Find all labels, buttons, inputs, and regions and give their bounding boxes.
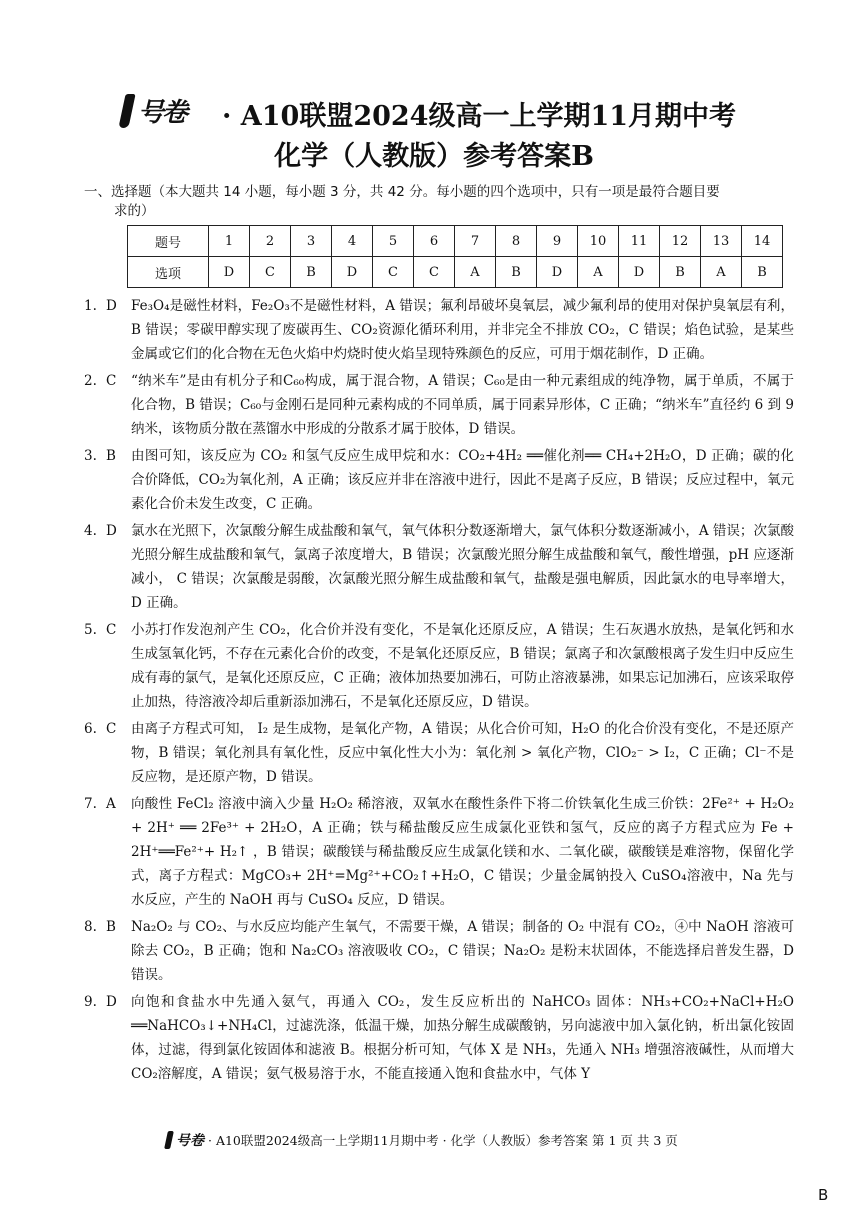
- list-item: [84, 369, 794, 441]
- table-cell-answer: B: [291, 257, 332, 288]
- table-cell-answer: B: [496, 257, 537, 288]
- table-cell-number: 14: [742, 226, 783, 257]
- page-footer: [166, 1130, 678, 1150]
- item-answer: C: [106, 373, 117, 389]
- item-explanation: 小苏打作发泡剂产生 CO₂，化合价并没有变化，不是氧化还原反应，A 错误；生石灰遇水放热，是氧化钙和水生成氢氧化钙，不存在元素化合价的改变，不是氧化还原反应，B 错误；氯离子和次氯酸根离子发生归中反应生成有毒的氯气，是氧化还原反应，C 正确；液体加热要加沸石，可防止溶液暴沸，如果忘记加沸石，应该采取停止加热，待溶液冷却后重新添加沸石，不是氧化还原反应，D 错误。: [131, 622, 794, 710]
- answer-table-number-row: [128, 226, 783, 257]
- list-item: [84, 294, 794, 366]
- item-answer: C: [106, 721, 117, 737]
- item-number: 4.: [84, 523, 97, 539]
- list-item: [84, 618, 794, 714]
- list-item: [84, 717, 794, 789]
- list-item: [84, 915, 794, 987]
- table-cell-answer: B: [742, 257, 783, 288]
- item-explanation: 氯水在光照下，次氯酸分解生成盐酸和氧气，氧气体积分数逐渐增大，氯气体积分数逐渐减小，A 错误；次氯酸光照分解生成盐酸和氧气，氯离子浓度增大，B 错误；次氯酸光照分解生成盐酸和氧气，酸性增强，pH 应逐渐减小， C 错误；次氯酸是弱酸，次氯酸光照分解生成盐酸和氧气，盐酸是强电解质，因此氯水的电导率增大，D 正确。: [131, 523, 794, 611]
- explanation-list: [84, 294, 794, 1089]
- answer-table: [127, 225, 783, 288]
- table-cell-number: 4: [332, 226, 373, 257]
- table-cell-number: 5: [373, 226, 414, 257]
- item-number: 3.: [84, 448, 97, 464]
- table-cell-answer: A: [701, 257, 742, 288]
- section-heading-line2: 求的）: [114, 203, 155, 219]
- item-number: 7.: [84, 796, 97, 812]
- table-cell-number: 11: [619, 226, 660, 257]
- table-cell-answer: D: [332, 257, 373, 288]
- section-heading-line1: 一、选择题（本大题共 14 小题，每小题 3 分，共 42 分。每小题的四个选项中，只有一项是最符合题目要: [84, 184, 720, 200]
- item-explanation: 向饱和食盐水中先通入氨气，再通入 CO₂，发生反应析出的 NaHCO₃ 固体：NH₃+CO₂+NaCl+H₂O ══NaHCO₃↓+NH₄Cl，过滤洗涤，低温干燥，加热分解生成碳酸钠，另向滤液中加入氯化钠，析出氯化铵固体，过滤，得到氯化铵固体和滤液 B。根据分析可知，气体 X 是 NH₃，先通入 NH₃ 增强溶液碱性，从而增大 CO₂溶解度，A 错误；氨气极易溶于水，不能直接通入饱和食盐水中，气体 Y: [131, 994, 794, 1082]
- table-cell-answer: D: [619, 257, 660, 288]
- row-label-answer: 选项: [128, 257, 209, 288]
- item-explanation: “纳米车”是由有机分子和C₆₀构成，属于混合物，A 错误；C₆₀是由一种元素组成的纯净物，属于单质，不属于化合物，B 错误；C₆₀与金刚石是同种元素构成的不同单质，属于同素异形体，C 正确；“纳米车”直径约 6 到 9 纳米，该物质分散在蒸馏水中形成的分散系才属于胶体，D 错误。: [131, 373, 794, 437]
- item-number: 6.: [84, 721, 97, 737]
- table-cell-answer: A: [578, 257, 619, 288]
- brand-logo: [122, 92, 186, 129]
- table-cell-number: 9: [537, 226, 578, 257]
- item-explanation: 由图可知，该反应为 CO₂ 和氢气反应生成甲烷和水：CO₂+4H₂ ══催化剂══ CH₄+2H₂O，D 正确；碳的化合价降低，CO₂为氧化剂，A 正确；该反应并非在溶液中进行，因此不是离子反应，B 错误；反应过程中，氧元素化合价未发生改变，C 正确。: [131, 448, 794, 512]
- item-number: 1.: [84, 298, 97, 314]
- row-label-number: 题号: [128, 226, 209, 257]
- table-cell-answer: D: [209, 257, 250, 288]
- table-cell-number: 2: [250, 226, 291, 257]
- table-cell-answer: B: [660, 257, 701, 288]
- table-cell-number: 7: [455, 226, 496, 257]
- page-title-line1: · A10联盟2024级高一上学期11月期中考: [222, 101, 737, 132]
- table-cell-number: 1: [209, 226, 250, 257]
- page-title-line2: 化学（人教版）参考答案B: [274, 141, 594, 172]
- list-item: [84, 519, 794, 615]
- item-number: 5.: [84, 622, 97, 638]
- item-explanation: Fe₃O₄是磁性材料，Fe₂O₃不是磁性材料，A 错误；氟利昂破坏臭氧层，减少氟利昂的使用对保护臭氧层有利，B 错误；零碳甲醇实现了废碳再生、CO₂资源化循环利用，并非完全不排放 CO₂，C 错误；焰色试验，是某些金属或它们的化合物在无色火焰中灼烧时使火焰呈现特殊颜色的反应，可用于烟花制作，D 正确。: [131, 298, 794, 362]
- answer-table-answer-row: [128, 257, 783, 288]
- logo-script-text: 号卷: [138, 98, 187, 128]
- corner-version-mark: B: [818, 1186, 829, 1204]
- table-cell-number: 6: [414, 226, 455, 257]
- item-answer: B: [106, 919, 116, 935]
- table-cell-answer: A: [455, 257, 496, 288]
- brush-icon: [164, 1131, 174, 1149]
- table-cell-answer: C: [250, 257, 291, 288]
- table-cell-number: 10: [578, 226, 619, 257]
- list-item: [84, 444, 794, 516]
- table-cell-number: 12: [660, 226, 701, 257]
- table-cell-number: 3: [291, 226, 332, 257]
- table-cell-number: 13: [701, 226, 742, 257]
- footer-logo-script: 号卷: [176, 1133, 204, 1149]
- item-number: 2.: [84, 373, 97, 389]
- table-cell-number: 8: [496, 226, 537, 257]
- item-answer: D: [106, 298, 117, 314]
- item-answer: C: [106, 622, 117, 638]
- table-cell-answer: C: [373, 257, 414, 288]
- brush-icon: [118, 94, 135, 128]
- item-answer: B: [106, 448, 116, 464]
- list-item: [84, 990, 794, 1086]
- item-answer: D: [106, 994, 117, 1010]
- item-number: 9.: [84, 994, 97, 1010]
- section-heading: [84, 183, 794, 221]
- item-number: 8.: [84, 919, 97, 935]
- table-cell-answer: D: [537, 257, 578, 288]
- list-item: [84, 792, 794, 912]
- table-cell-answer: C: [414, 257, 455, 288]
- item-answer: A: [106, 796, 116, 812]
- item-explanation: 向酸性 FeCl₂ 溶液中滴入少量 H₂O₂ 稀溶液，双氧水在酸性条件下将二价铁氧化生成三价铁：2Fe²⁺ + H₂O₂ + 2H⁺ ══ 2Fe³⁺ + 2H₂O，A 正确；铁与稀盐酸反应生成氯化亚铁和氢气，反应的离子方程式应为 Fe + 2H⁺══Fe²⁺+ H₂↑ ，B 错误；碳酸镁与稀盐酸反应生成氯化镁和水、二氧化碳，碳酸镁是难溶物，保留化学式，离子方程式：MgCO₃+ 2H⁺=Mg²⁺+CO₂↑+H₂O，C 错误；少量金属钠投入 CuSO₄溶液中，Na 先与水反应，产生的 NaOH 再与 CuSO₄ 反应，D 错误。: [131, 796, 794, 908]
- item-explanation: 由离子方程式可知， I₂ 是生成物，是氧化产物，A 错误；从化合价可知，H₂O 的化合价没有变化，不是还原产物，B 错误；氧化剂具有氧化性，反应中氧化性大小为：氧化剂 > 氧化产物，ClO₂⁻ > I₂，C 正确；Cl⁻不是反应物，是还原产物，D 错误。: [131, 721, 794, 785]
- item-answer: D: [106, 523, 117, 539]
- footer-text: · A10联盟2024级高一上学期11月期中考 · 化学（人教版）参考答案 第 1 页 共 3 页: [208, 1133, 678, 1148]
- item-explanation: Na₂O₂ 与 CO₂、与水反应均能产生氧气，不需要干燥，A 错误；制备的 O₂ 中混有 CO₂，④中 NaOH 溶液可除去 CO₂，B 正确；饱和 Na₂CO₃ 溶液吸收 CO₂，C 错误；Na₂O₂ 是粉末状固体，不能选择启普发生器，D 错误。: [131, 919, 794, 983]
